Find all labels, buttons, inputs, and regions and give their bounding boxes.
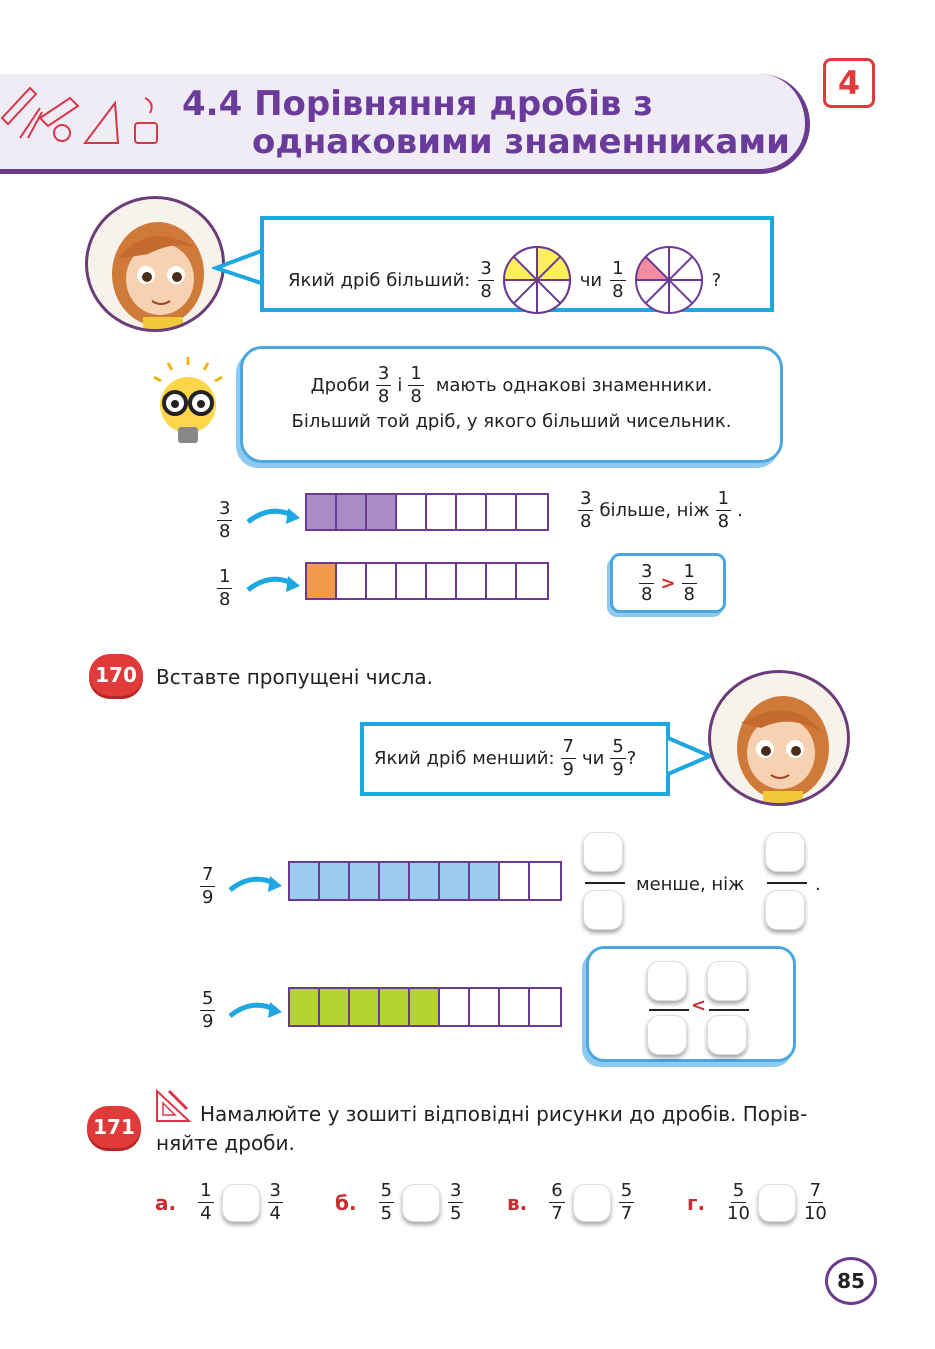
- numerator: 3: [269, 1180, 281, 1201]
- rule-prefix: Дроби: [310, 375, 370, 396]
- row2-fraction: [200, 990, 215, 1031]
- comparison-sign-input[interactable]: [573, 1184, 611, 1222]
- strip-3-8: [305, 493, 549, 531]
- numerator: 3: [580, 488, 592, 509]
- item-label: б.: [335, 1190, 357, 1215]
- lesson-title-line2: однаковими знаменниками: [252, 122, 790, 162]
- comparison-item: [687, 1182, 827, 1223]
- exercise-170-badge: 170: [89, 654, 143, 696]
- exercise-171-text-line1: Намалюйте у зошиті відповідні рисунки до дробів. Порів-: [200, 1102, 808, 1126]
- strip-cell-empty: [427, 564, 457, 598]
- girl-face-icon: [88, 199, 225, 332]
- drawing-triangle-icon: [155, 1087, 193, 1123]
- fraction-3-8: [639, 560, 654, 605]
- strip-cell-empty: [530, 863, 560, 899]
- numerator: 1: [683, 560, 695, 582]
- fraction-1-8: [716, 490, 731, 531]
- arrow-icon: [244, 500, 302, 530]
- comparison2-box: [586, 946, 796, 1062]
- strip-cell-empty: [337, 564, 367, 598]
- numerator: 7: [202, 864, 214, 885]
- statement1-text: більше, ніж: [599, 500, 710, 521]
- strip-cell-filled: [380, 863, 410, 899]
- numerator: 1: [200, 1180, 212, 1201]
- statement2-dot: .: [815, 874, 821, 895]
- strip-cell-filled: [290, 863, 320, 899]
- numerator: 5: [202, 988, 214, 1009]
- strip-cell-empty: [500, 989, 530, 1025]
- comparison-item: [507, 1182, 634, 1223]
- fraction-1-8: [408, 365, 423, 406]
- strip-cell-filled: [380, 989, 410, 1025]
- blank-denominator-input[interactable]: [765, 890, 805, 930]
- bubble2-or: чи: [582, 748, 605, 769]
- denominator: 9: [202, 887, 214, 908]
- strip-cell-filled: [307, 564, 337, 598]
- arrow-icon: [226, 994, 284, 1024]
- denominator: 10: [727, 1203, 750, 1224]
- fraction: [379, 1182, 394, 1223]
- denominator: 8: [480, 280, 492, 302]
- blank-fraction-right: [707, 961, 751, 1059]
- strip-cell-empty: [427, 495, 457, 529]
- denominator: 8: [377, 386, 390, 407]
- denominator: 8: [580, 511, 592, 532]
- rule-suffix: мають однакові знаменники.: [435, 375, 713, 396]
- comparison-item: [155, 1182, 283, 1223]
- bubble1-qmark: ?: [711, 269, 722, 291]
- strip-cell-empty: [470, 989, 500, 1025]
- strip-cell-empty: [500, 863, 530, 899]
- denominator: 8: [219, 521, 231, 542]
- rule-box: [240, 346, 783, 463]
- fraction-1-8: [610, 257, 625, 302]
- numerator: 3: [377, 363, 390, 384]
- blank-numerator-input[interactable]: [583, 832, 623, 872]
- fraction: [198, 1182, 213, 1223]
- strip-cell-filled: [367, 495, 397, 529]
- blank-numerator-input[interactable]: [765, 832, 805, 872]
- greater-sign: >: [660, 572, 676, 594]
- rule-line2: Більший той дріб, у якого більший чисельник.: [291, 411, 732, 432]
- fraction: [268, 1182, 283, 1223]
- blank-denominator-input[interactable]: [647, 1015, 687, 1055]
- comparison-sign-input[interactable]: [222, 1184, 260, 1222]
- blank-denominator-input[interactable]: [707, 1015, 747, 1055]
- strip-cell-filled: [410, 863, 440, 899]
- exercise-171-items: [155, 1182, 855, 1232]
- denominator: 7: [551, 1203, 563, 1224]
- strip-cell-empty: [517, 495, 547, 529]
- strip-5-9: [288, 987, 562, 1027]
- fraction-bar: [709, 1009, 749, 1011]
- exercise-171-badge: 171: [87, 1106, 141, 1148]
- strip-cell-empty: [397, 564, 427, 598]
- row1-fraction: [200, 866, 215, 907]
- fraction: [727, 1182, 750, 1223]
- comparison1-box: [610, 553, 726, 613]
- strip-cell-filled: [440, 863, 470, 899]
- fraction-bar: [767, 882, 807, 884]
- girl-face-icon: [711, 673, 850, 806]
- page-number: 85: [825, 1257, 877, 1305]
- blank-fraction-b: [765, 832, 809, 934]
- exercise-170-text: Вставте пропущені числа.: [156, 665, 433, 689]
- numerator: 5: [732, 1180, 745, 1201]
- strip-cell-filled: [320, 863, 350, 899]
- stationery-icon: [0, 78, 175, 158]
- fraction: [804, 1182, 827, 1223]
- denominator: 7: [620, 1203, 633, 1224]
- numerator: 1: [612, 257, 624, 279]
- bubble2-qmark: ?: [626, 748, 637, 769]
- denominator: 9: [612, 759, 624, 780]
- denominator: 8: [641, 583, 653, 605]
- arrow-icon: [226, 868, 284, 898]
- circle-1-8-icon: [634, 245, 704, 315]
- numerator: 3: [480, 257, 492, 279]
- strip-cell-filled: [307, 495, 337, 529]
- strip-7-9: [288, 861, 562, 901]
- numerator: 7: [809, 1180, 822, 1201]
- numerator: 7: [562, 736, 574, 757]
- less-sign: <: [691, 995, 707, 1016]
- strip-cell-empty: [517, 564, 547, 598]
- row2-fraction: [217, 568, 232, 609]
- strip-cell-filled: [350, 863, 380, 899]
- blank-fraction-left: [647, 961, 691, 1059]
- denominator: 9: [202, 1011, 214, 1032]
- fraction-3-8: [578, 490, 593, 531]
- denominator: 8: [410, 386, 422, 407]
- numerator: 1: [717, 488, 730, 509]
- strip-cell-filled: [350, 989, 380, 1025]
- denominator: 8: [683, 583, 695, 605]
- statement2-text: менше, ніж: [636, 874, 745, 895]
- numerator: 5: [612, 736, 624, 757]
- numerator: 5: [620, 1180, 633, 1201]
- fraction: [448, 1182, 463, 1223]
- numerator: 3: [450, 1180, 462, 1201]
- period: .: [737, 500, 743, 521]
- strip-cell-filled: [410, 989, 440, 1025]
- fraction-1-8: [682, 560, 697, 605]
- strip-cell-empty: [397, 495, 427, 529]
- denominator: 4: [269, 1203, 281, 1224]
- item-label: в.: [507, 1190, 528, 1215]
- bubble2-question: Який дріб менший:: [374, 748, 555, 769]
- strip-cell-empty: [457, 564, 487, 598]
- numerator: 5: [380, 1180, 393, 1201]
- denominator: 5: [380, 1203, 393, 1224]
- strip-cell-empty: [457, 495, 487, 529]
- strip-cell-empty: [367, 564, 397, 598]
- numerator: 3: [641, 560, 653, 582]
- denominator: 10: [803, 1203, 827, 1224]
- strip-cell-filled: [320, 989, 350, 1025]
- denominator: 8: [717, 511, 730, 532]
- question-bubble: [260, 216, 774, 312]
- exercise-171-text-line2: няйте дроби.: [156, 1131, 295, 1155]
- lesson-title-line1: 4.4 Порівняння дробів з: [182, 84, 654, 124]
- strip-cell-filled: [470, 863, 500, 899]
- numerator: 1: [219, 566, 231, 587]
- rule-and: і: [397, 375, 403, 396]
- row1-fraction: [217, 500, 232, 541]
- chapter-number: 4: [823, 58, 875, 108]
- blank-numerator-input[interactable]: [707, 961, 747, 1001]
- strip-cell-empty: [530, 989, 560, 1025]
- blank-denominator-input[interactable]: [583, 890, 623, 930]
- fraction-bar: [649, 1009, 689, 1011]
- girl-avatar: [85, 196, 225, 332]
- fraction: [549, 1182, 564, 1223]
- denominator: 8: [219, 589, 231, 610]
- item-label: г.: [687, 1190, 706, 1215]
- question-bubble-2: [360, 722, 670, 796]
- girl-avatar-2: [708, 670, 850, 806]
- denominator: 9: [562, 759, 574, 780]
- denominator: 8: [612, 280, 624, 302]
- fraction-3-8: [478, 257, 493, 302]
- denominator: 5: [450, 1203, 462, 1224]
- fraction: [619, 1182, 634, 1223]
- item-label: а.: [155, 1190, 177, 1215]
- blank-fraction-a: [583, 832, 627, 934]
- denominator: 4: [200, 1203, 212, 1224]
- bubble1-question: Який дріб більший:: [288, 269, 471, 291]
- comparison-item: [335, 1182, 463, 1223]
- numerator: 6: [551, 1180, 563, 1201]
- strip-cell-empty: [440, 989, 470, 1025]
- fraction-7-9: [561, 738, 576, 779]
- fraction-bar: [585, 882, 625, 884]
- fraction-5-9: [610, 738, 625, 779]
- fraction-3-8: [376, 365, 391, 406]
- comparison-sign-input[interactable]: [758, 1184, 796, 1222]
- statement1: [578, 490, 743, 531]
- strip-cell-filled: [337, 495, 367, 529]
- lightbulb-icon: [148, 355, 228, 455]
- comparison-sign-input[interactable]: [402, 1184, 440, 1222]
- circle-3-8-icon: [502, 245, 572, 315]
- strip-1-8: [305, 562, 549, 600]
- arrow-icon: [244, 568, 302, 598]
- bubble1-or: чи: [579, 269, 603, 291]
- blank-numerator-input[interactable]: [647, 961, 687, 1001]
- numerator: 1: [410, 363, 422, 384]
- numerator: 3: [219, 498, 231, 519]
- strip-cell-empty: [487, 564, 517, 598]
- strip-cell-empty: [487, 495, 517, 529]
- strip-cell-filled: [290, 989, 320, 1025]
